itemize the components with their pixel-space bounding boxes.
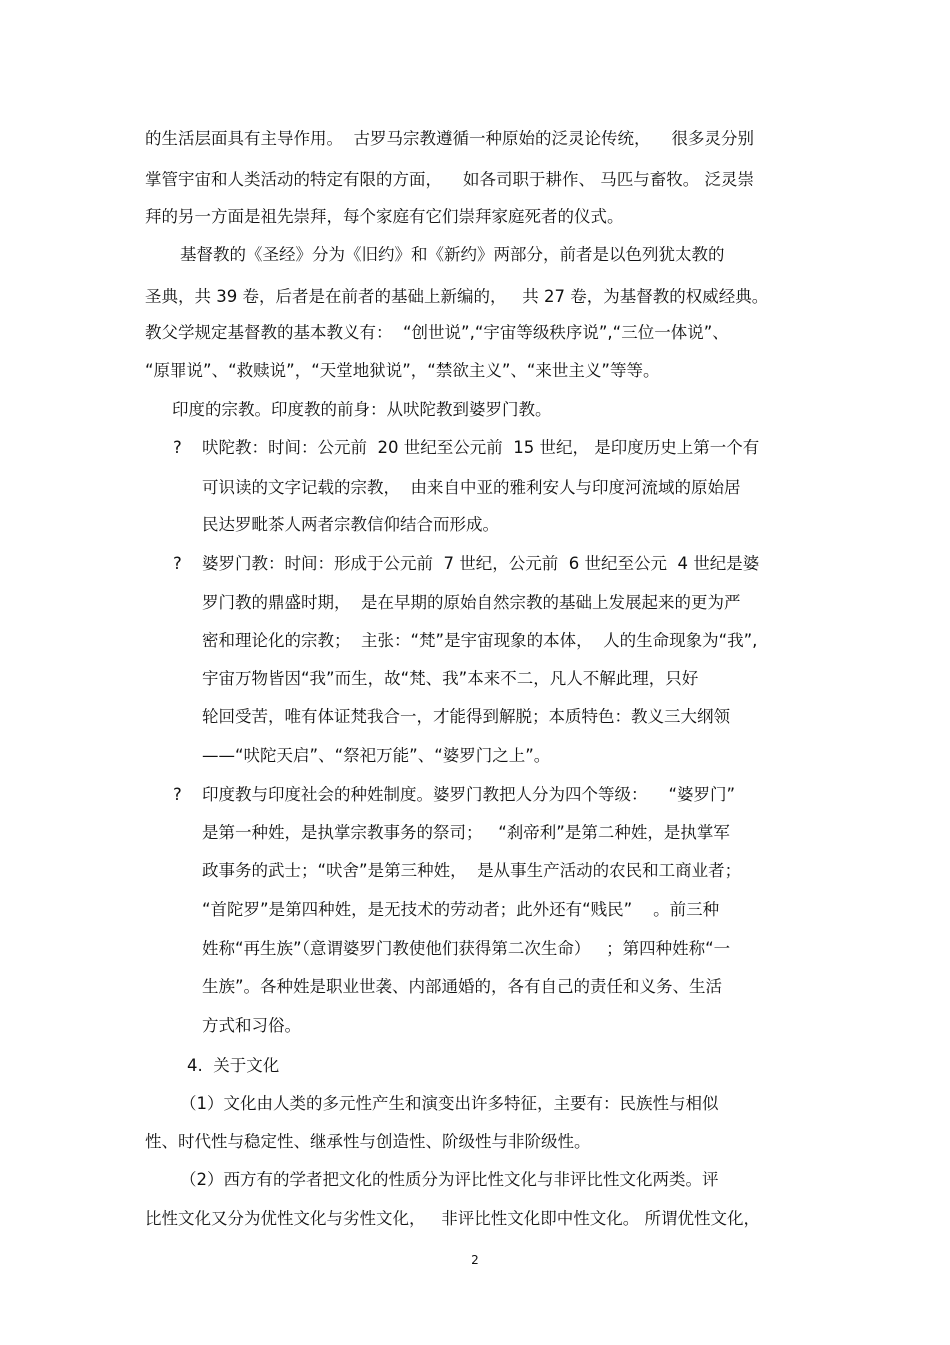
bullet-2-line-6: ——“吠陀天启”、“祭祀万能”、“婆罗门之上”。 [202,746,551,765]
paragraph-5-line-1: （1）文化由人类的多元性产生和演变出许多特征，主要有：民族性与相似 [180,1094,719,1113]
paragraph-6-line-2: 比性文化又分为优性文化与劣性文化， 非评比性文化即中性文化。 所谓优性文化， [145,1209,760,1228]
paragraph-3-line-1: 印度的宗教。印度教的前身：从吠陀教到婆罗门教。 [172,400,552,419]
paragraph-2-line-2: 圣典，共 39 卷，后者是在前者的基础上新编的， 共 27 卷，为基督教的权威经典。 [145,287,769,306]
paragraph-5-line-2: 性、时代性与稳定性、继承性与创造性、阶级性与非阶级性。 [145,1132,591,1151]
paragraph-6-line-1: （2）西方有的学者把文化的性质分为评比性文化与非评比性文化两类。评 [180,1170,719,1189]
bullet-3-line-2: 是第一种姓，是执掌宗教事务的祭司； “刹帝利”是第二种姓，是执掌军 [202,823,730,842]
bullet-3-marker: ? [173,785,182,804]
paragraph-2-line-4: “原罪说”、“救赎说”，“天堂地狱说”，“禁欲主义”、“来世主义”等等。 [145,361,660,380]
bullet-3-line-5: 姓称“再生族”（意谓婆罗门教使他们获得第二次生命） ；第四种姓称“一 [202,939,731,958]
bullet-2-line-1: 婆罗门教：时间：形成于公元前 7 世纪，公元前 6 世纪至公元 4 世纪是婆 [202,554,760,573]
bullet-2-line-5: 轮回受苦，唯有体证梵我合一，才能得到解脱；本质特色：教义三大纲领 [202,707,730,726]
bullet-3-line-1: 印度教与印度社会的种姓制度。婆罗门教把人分为四个等级： “婆罗门” [202,785,736,804]
bullet-2-line-2: 罗门教的鼎盛时期， 是在早期的原始自然宗教的基础上发展起来的更为严 [202,593,741,612]
paragraph-1-line-2: 掌管宇宙和人类活动的特定有限的方面， 如各司职于耕作、 马匹与畜牧。 泛灵崇 [145,170,754,189]
bullet-2-line-3: 密和理论化的宗教； 主张：“梵”是宇宙现象的本体， 人的生命现象为“我”, [202,631,758,650]
paragraph-1-line-3: 拜的另一方面是祖先崇拜，每个家庭有它们崇拜家庭死者的仪式。 [145,207,624,226]
bullet-1-line-3: 民达罗毗茶人两者宗教信仰结合而形成。 [202,515,499,534]
bullet-1-marker: ? [173,438,182,457]
paragraph-2-line-3: 教父学规定基督教的基本教义有： “创世说”,“宇宙等级秩序说”,“三位一体说”、 [145,323,729,342]
section-heading: 4. 关于文化 [187,1056,280,1075]
bullet-3-line-7: 方式和习俗。 [202,1016,301,1035]
bullet-3-line-3: 政事务的武士；“吠舍”是第三种姓， 是从事生产活动的农民和工商业者； [202,861,742,880]
bullet-3-line-4: “首陀罗”是第四种姓，是无技术的劳动者；此外还有“贱民” 。前三种 [202,900,720,919]
paragraph-2-line-1: 基督教的《圣经》分为《旧约》和《新约》两部分，前者是以色列犹太教的 [180,245,725,264]
bullet-3-line-6: 生族”。各种姓是职业世袭、内部通婚的，各有自己的责任和义务、生活 [202,977,723,996]
bullet-1-line-2: 可识读的文字记载的宗教， 由来自中亚的雅利安人与印度河流域的原始居 [202,478,741,497]
page-number: 2 [471,1253,479,1267]
bullet-2-line-4: 宇宙万物皆因“我”而生，故“梵、我”本来不二，凡人不解此理，只好 [202,669,699,688]
bullet-1-line-1: 吠陀教：时间：公元前 20 世纪至公元前 15 世纪， 是印度历史上第一个有 [202,438,760,457]
paragraph-1-line-1: 的生活层面具有主导作用。 古罗马宗教遵循一种原始的泛灵论传统， 很多灵分别 [145,129,754,148]
bullet-2-marker: ? [173,554,182,573]
